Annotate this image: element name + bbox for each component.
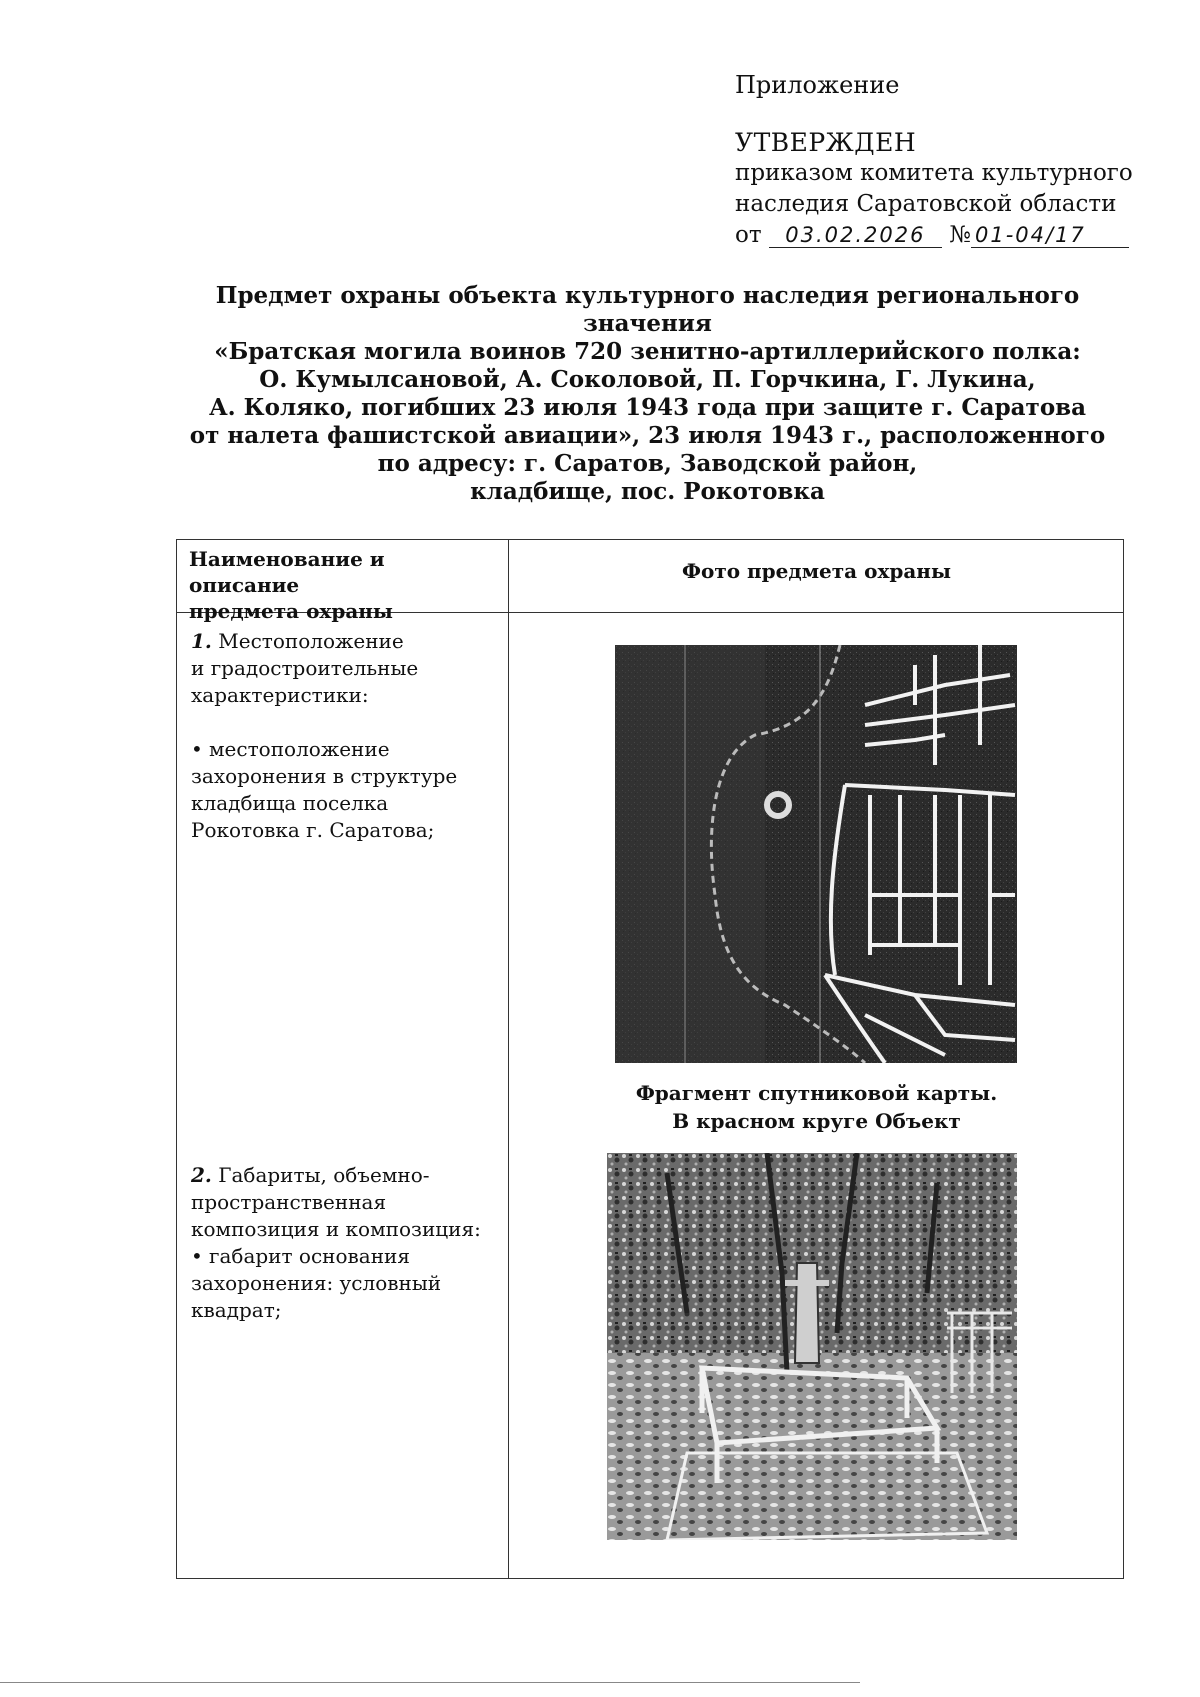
text-line: композиция и композиция: [191, 1217, 481, 1241]
column-divider [508, 540, 509, 1578]
title-line: от налета фашистской авиации», 23 июля 1943 г., расположенного [189, 422, 1106, 449]
title-line: О. Кумылсановой, А. Соколовой, П. Горчкина, Г. Лукина, [259, 366, 1036, 393]
text-line: габарит основания [209, 1244, 410, 1268]
title-line: по адресу: г. Саратов, Заводской район, [377, 450, 918, 477]
order-number: 01-04/17 [971, 223, 1129, 248]
satellite-map-graphic [615, 645, 1017, 1063]
text-line: кладбища поселка [191, 791, 389, 815]
header-line: предмета охраны [189, 599, 393, 623]
document-title [165, 282, 1130, 506]
bullet-icon: • [191, 737, 203, 761]
row-number: 2. [191, 1163, 212, 1187]
memorial-photo [607, 1153, 1017, 1540]
approval-line-2: наследия Саратовской области [735, 191, 1117, 217]
title-line: «Братская могила воинов 720 зенитно-артиллерийского полка: [214, 338, 1081, 365]
column-header-description [189, 546, 499, 624]
approved-label: УТВЕРЖДЕН [735, 128, 917, 157]
title-line: Предмет охраны объекта культурного наследия регионального значения [215, 282, 1080, 337]
text-line: Местоположение [218, 629, 404, 653]
row-2-description [191, 1162, 491, 1324]
column-header-photo: Фото предмета охраны [682, 559, 951, 583]
row-1-description [191, 628, 491, 844]
satellite-map-photo [615, 645, 1017, 1063]
title-line: кладбище, пос. Рокотовка [470, 478, 825, 505]
text-line: и градостроительные [191, 656, 419, 680]
text-line: квадрат; [191, 1298, 282, 1322]
text-line: характеристики: [191, 683, 369, 707]
row-number: 1. [191, 629, 212, 653]
approval-block [735, 70, 1135, 251]
row-1-caption [508, 1079, 1125, 1135]
approval-line-3 [735, 220, 1135, 251]
memorial-graphic [607, 1153, 1017, 1540]
title-line: А. Коляко, погибших 23 июля 1943 года при защите г. Саратова [208, 394, 1087, 421]
appendix-label: Приложение [735, 71, 900, 99]
caption-line: Фрагмент спутниковой карты. [635, 1081, 998, 1105]
from-label: от [735, 222, 762, 248]
text-line: пространственная [191, 1190, 387, 1214]
text-line: Габариты, объемно- [218, 1163, 430, 1187]
header-line: Наименование и описание [189, 547, 385, 597]
number-label: № [949, 222, 971, 248]
order-date: 03.02.2026 [769, 223, 942, 248]
text-line: Рокотовка г. Саратова; [191, 818, 435, 842]
bullet-icon: • [191, 1244, 203, 1268]
approval-line-1: приказом комитета культурного [735, 160, 1133, 186]
caption-line: В красном круге Объект [672, 1109, 961, 1133]
protection-table [176, 539, 1124, 1579]
text-line: захоронения: условный [191, 1271, 442, 1295]
text-line: местоположение [209, 737, 390, 761]
scan-edge-line [0, 1682, 860, 1683]
text-line: захоронения в структуре [191, 764, 458, 788]
